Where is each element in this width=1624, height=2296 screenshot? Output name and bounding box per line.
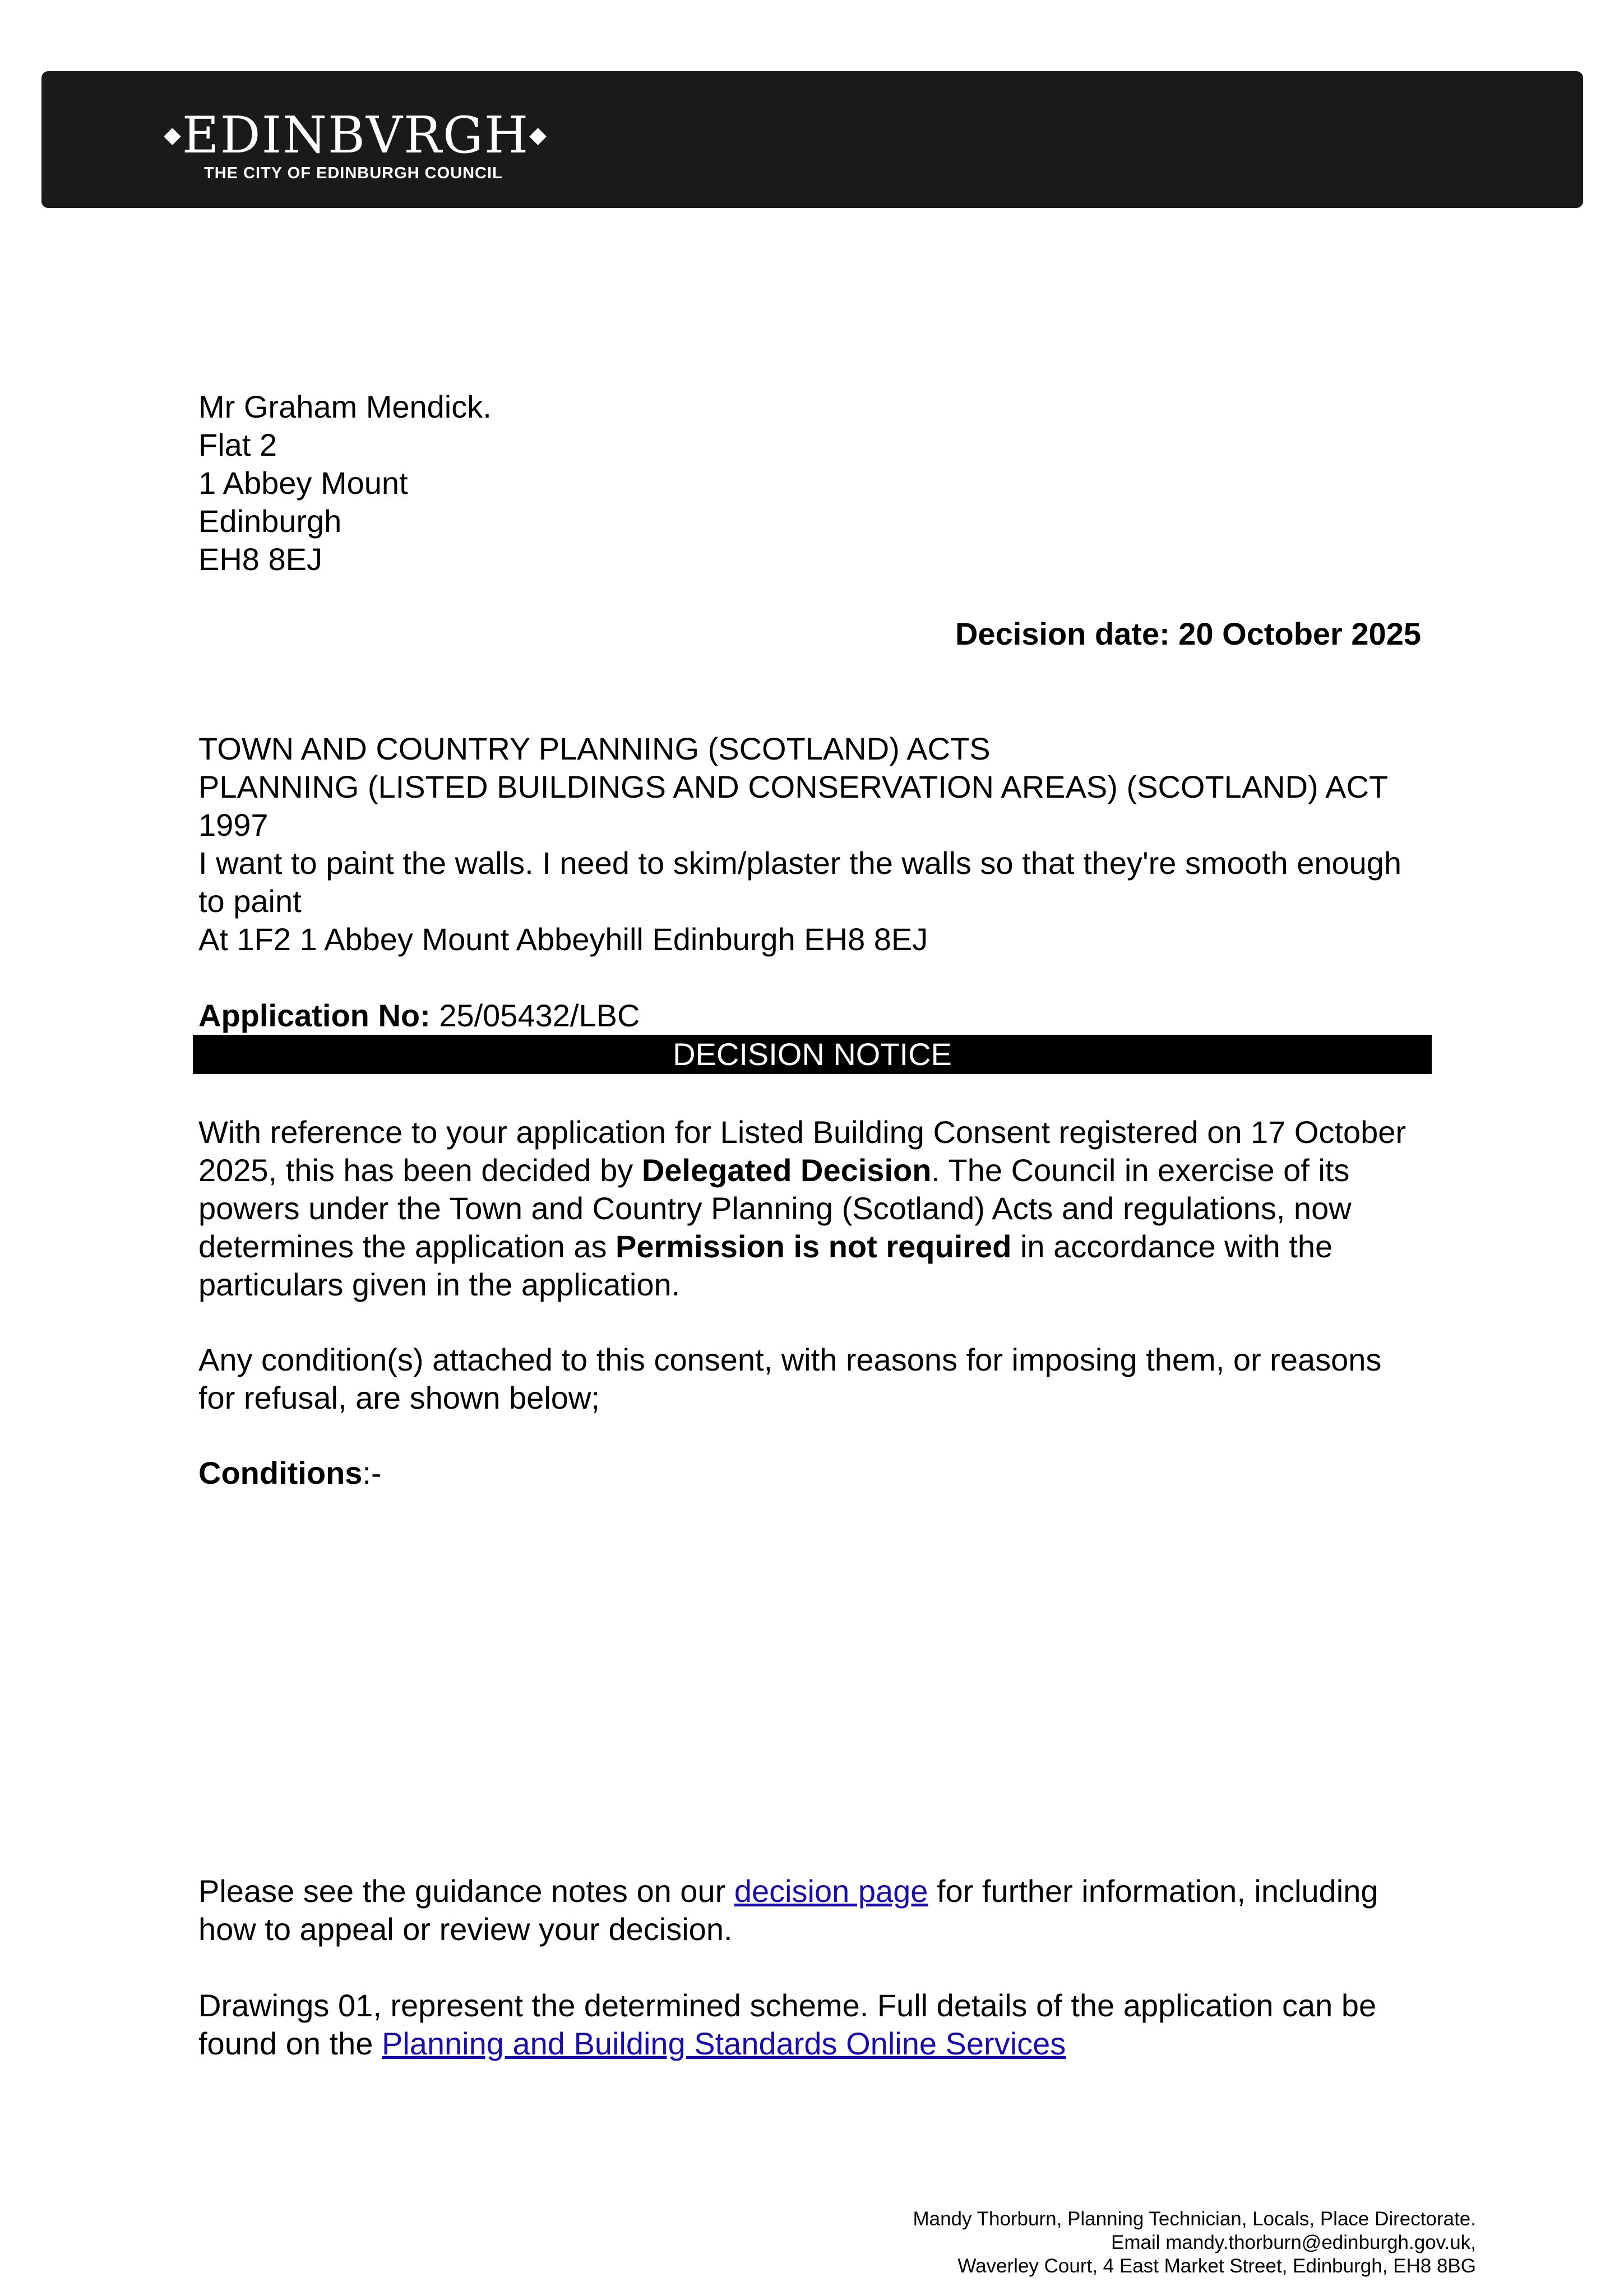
- decision-outcome: Permission is not required: [616, 1229, 1012, 1264]
- officer-address: Waverley Court, 4 East Market Street, Edinburgh, EH8 8BG: [957, 2255, 1476, 2277]
- acts-section: [198, 730, 1488, 959]
- decision-notice-bar: DECISION NOTICE: [193, 1035, 1432, 1074]
- decision-type: Delegated Decision: [641, 1152, 932, 1188]
- application-number-value: 25/05432/LBC: [439, 998, 640, 1033]
- application-number-label: Application No:: [198, 998, 431, 1033]
- address-line-2: 1 Abbey Mount: [198, 465, 408, 501]
- address-city: Edinburgh: [198, 503, 342, 539]
- application-number: [198, 997, 640, 1035]
- decision-paragraph: With reference to your application for Listed Building Consent registered on 17 October 2025, this has been decided by Delegated Decision. The Council in exercise of its powers under the Town and Country Planning (Scotland) Acts and regulations, now determines the application as Permission is not required in accordance with the particulars given in the application.: [198, 1114, 1406, 1302]
- proposal-line: to paint: [198, 883, 302, 919]
- site-address: At 1F2 1 Abbey Mount Abbeyhill Edinburgh EH8 8EJ: [198, 922, 928, 957]
- online-services-link[interactable]: Planning and Building Standards Online Services: [381, 2026, 1066, 2061]
- act-line: PLANNING (LISTED BUILDINGS AND CONSERVATION AREAS) (SCOTLAND) ACT: [198, 769, 1389, 804]
- proposal-line: I want to paint the walls. I need to skim/plaster the walls so that they're smooth enough: [198, 845, 1402, 881]
- conditions-intro-paragraph: Any condition(s) attached to this consent, with reasons for imposing them, or reasons for refusal, are shown below;: [198, 1342, 1382, 1415]
- diamond-icon: ◆: [164, 122, 182, 148]
- logo-subtitle: THE CITY OF EDINBURGH COUNCIL: [204, 164, 503, 182]
- act-line: TOWN AND COUNTRY PLANNING (SCOTLAND) ACTS: [198, 731, 991, 766]
- council-logo: [164, 106, 548, 183]
- decision-date: Decision date: 20 October 2025: [955, 616, 1421, 651]
- decision-page-link[interactable]: decision page: [734, 1873, 928, 1909]
- conditions-heading: Conditions:-: [198, 1455, 382, 1490]
- logo-wordmark: ◆EDINBVRGH◆: [164, 106, 548, 165]
- act-line: 1997: [198, 807, 269, 843]
- header-banner: [41, 71, 1583, 208]
- officer-name: Mandy Thorburn, Planning Technician, Locals, Place Directorate.: [913, 2208, 1476, 2230]
- guidance-paragraph: Please see the guidance notes on our decision page for further information, including how to appeal or review your decision.: [198, 1873, 1378, 1947]
- address-postcode: EH8 8EJ: [198, 541, 322, 577]
- diamond-icon: ◆: [529, 122, 548, 148]
- conditions-label: Conditions: [198, 1455, 363, 1490]
- officer-email: Email mandy.thorburn@edinburgh.gov.uk,: [1111, 2232, 1476, 2253]
- drawings-paragraph: Drawings 01, represent the determined scheme. Full details of the application can be found on the Planning and Building Standards Online Services: [198, 1988, 1377, 2061]
- recipient-address: [198, 388, 492, 578]
- recipient-name: Mr Graham Mendick.: [198, 389, 492, 424]
- address-line-1: Flat 2: [198, 427, 277, 462]
- officer-contact-footer: [913, 2207, 1476, 2278]
